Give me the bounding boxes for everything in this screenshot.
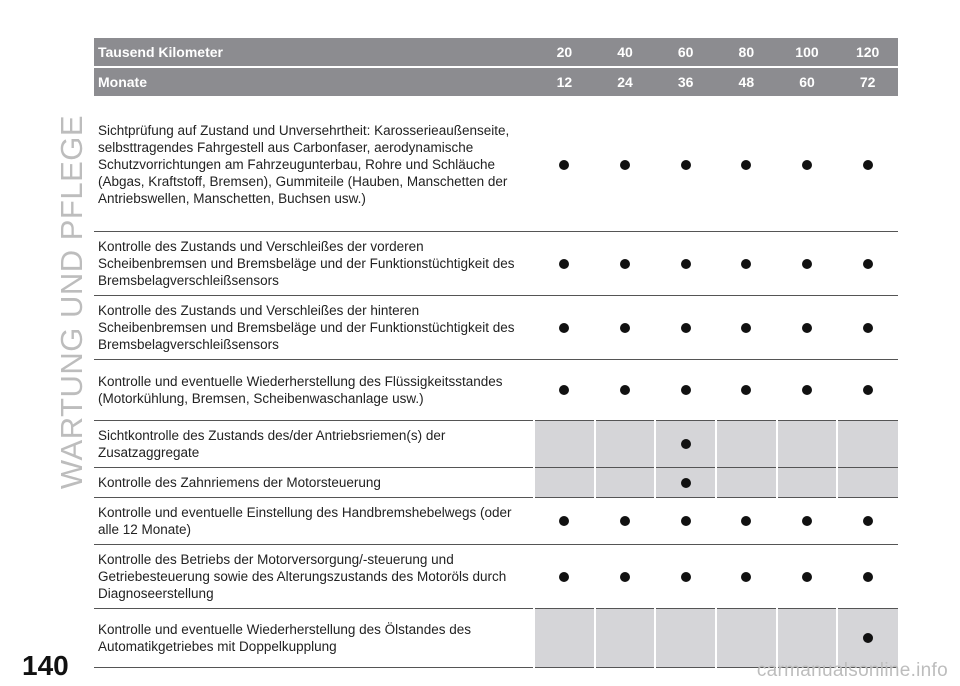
check-dot-icon xyxy=(863,323,873,333)
table-row xyxy=(94,420,898,467)
table-row xyxy=(94,608,898,667)
header-km-value: 100 xyxy=(777,38,838,67)
interval-cell xyxy=(595,295,656,359)
table-row xyxy=(94,295,898,359)
interval-cell xyxy=(595,420,656,467)
check-dot-icon xyxy=(741,572,751,582)
interval-cell xyxy=(777,97,838,231)
interval-cell xyxy=(534,608,595,667)
check-dot-icon xyxy=(802,572,812,582)
interval-cell xyxy=(655,420,716,467)
interval-cell xyxy=(716,420,777,467)
interval-cell xyxy=(837,467,898,497)
footer-watermark: carmanualsonline.info xyxy=(756,660,948,681)
header-months-label: Monate xyxy=(94,67,534,97)
header-km-value: 80 xyxy=(716,38,777,67)
interval-cell xyxy=(837,295,898,359)
maintenance-item-description: Kontrolle und eventuelle Wiederherstellung des Flüssigkeitsstandes (Motorkühlung, Bremsen, Scheibenwaschanlage usw.) xyxy=(94,359,534,420)
interval-cell xyxy=(595,608,656,667)
interval-cell xyxy=(595,231,656,295)
check-dot-icon xyxy=(863,516,873,526)
check-dot-icon xyxy=(681,259,691,269)
table-row xyxy=(94,359,898,420)
maintenance-schedule-table xyxy=(94,38,898,668)
interval-cell xyxy=(777,420,838,467)
interval-cell xyxy=(837,420,898,467)
interval-cell xyxy=(716,359,777,420)
interval-cell xyxy=(777,497,838,544)
check-dot-icon xyxy=(559,323,569,333)
check-dot-icon xyxy=(620,572,630,582)
header-months-value: 36 xyxy=(655,67,716,97)
check-dot-icon xyxy=(863,633,873,643)
check-dot-icon xyxy=(681,516,691,526)
header-row-km xyxy=(94,38,898,67)
interval-cell xyxy=(716,295,777,359)
check-dot-icon xyxy=(863,385,873,395)
interval-cell xyxy=(534,420,595,467)
interval-cell xyxy=(655,467,716,497)
section-side-title: WARTUNG UND PFLEGE xyxy=(54,114,89,490)
check-dot-icon xyxy=(741,385,751,395)
interval-cell xyxy=(716,97,777,231)
check-dot-icon xyxy=(681,439,691,449)
check-dot-icon xyxy=(863,259,873,269)
check-dot-icon xyxy=(620,323,630,333)
check-dot-icon xyxy=(802,323,812,333)
interval-cell xyxy=(716,608,777,667)
interval-cell xyxy=(655,97,716,231)
interval-cell xyxy=(837,608,898,667)
header-months-value: 12 xyxy=(534,67,595,97)
check-dot-icon xyxy=(802,516,812,526)
header-months-value: 24 xyxy=(595,67,656,97)
interval-cell xyxy=(837,97,898,231)
check-dot-icon xyxy=(620,516,630,526)
interval-cell xyxy=(534,467,595,497)
interval-cell xyxy=(655,295,716,359)
interval-cell xyxy=(534,544,595,608)
interval-cell xyxy=(716,544,777,608)
check-dot-icon xyxy=(802,259,812,269)
interval-cell xyxy=(534,497,595,544)
check-dot-icon xyxy=(559,385,569,395)
interval-cell xyxy=(837,497,898,544)
check-dot-icon xyxy=(741,160,751,170)
interval-cell xyxy=(655,231,716,295)
interval-cell xyxy=(716,467,777,497)
interval-cell xyxy=(777,467,838,497)
interval-cell xyxy=(777,231,838,295)
interval-cell xyxy=(534,97,595,231)
interval-cell xyxy=(777,295,838,359)
check-dot-icon xyxy=(802,385,812,395)
header-months-value: 48 xyxy=(716,67,777,97)
maintenance-item-description: Sichtkontrolle des Zustands des/der Antriebsriemen(s) der Zusatzaggregate xyxy=(94,420,534,467)
interval-cell xyxy=(777,608,838,667)
check-dot-icon xyxy=(681,323,691,333)
header-km-value: 120 xyxy=(837,38,898,67)
interval-cell xyxy=(595,359,656,420)
interval-cell xyxy=(837,231,898,295)
table-row xyxy=(94,467,898,497)
check-dot-icon xyxy=(681,478,691,488)
maintenance-item-description: Kontrolle und eventuelle Wiederherstellung des Ölstandes des Automatikgetriebes mit Doppelkupplung xyxy=(94,608,534,667)
check-dot-icon xyxy=(681,160,691,170)
maintenance-item-description: Kontrolle des Zahnriemens der Motorsteuerung xyxy=(94,467,534,497)
check-dot-icon xyxy=(559,259,569,269)
maintenance-item-description: Kontrolle des Zustands und Verschleißes der hinteren Scheibenbremsen und Bremsbeläge und der Funktionstüchtigkeit des Bremsbelagverschleißsensors xyxy=(94,295,534,359)
interval-cell xyxy=(595,497,656,544)
page-number: 140 xyxy=(22,650,69,681)
maintenance-item-description: Kontrolle des Betriebs der Motorversorgung/-steuerung und Getriebesteuerung sowie des Alterungszustands des Motoröls durch Diagnoseerstellung xyxy=(94,544,534,608)
check-dot-icon xyxy=(681,572,691,582)
maintenance-item-description: Kontrolle und eventuelle Einstellung des Handbremshebelwegs (oder alle 12 Monate) xyxy=(94,497,534,544)
interval-cell xyxy=(837,359,898,420)
table-row xyxy=(94,231,898,295)
maintenance-table-body xyxy=(94,97,898,667)
header-months-value: 72 xyxy=(837,67,898,97)
check-dot-icon xyxy=(741,516,751,526)
header-km-value: 40 xyxy=(595,38,656,67)
check-dot-icon xyxy=(741,259,751,269)
interval-cell xyxy=(595,97,656,231)
interval-cell xyxy=(534,295,595,359)
header-km-label: Tausend Kilometer xyxy=(94,38,534,67)
interval-cell xyxy=(534,231,595,295)
interval-cell xyxy=(777,359,838,420)
interval-cell xyxy=(655,359,716,420)
check-dot-icon xyxy=(559,572,569,582)
check-dot-icon xyxy=(681,385,691,395)
interval-cell xyxy=(716,497,777,544)
interval-cell xyxy=(655,608,716,667)
interval-cell xyxy=(595,467,656,497)
interval-cell xyxy=(837,544,898,608)
header-months-value: 60 xyxy=(777,67,838,97)
interval-cell xyxy=(534,359,595,420)
table-row xyxy=(94,497,898,544)
check-dot-icon xyxy=(741,323,751,333)
maintenance-item-description: Kontrolle des Zustands und Verschleißes der vorderen Scheibenbremsen und Bremsbeläge und der Funktionstüchtigkeit des Bremsbelagverschleißsensors xyxy=(94,231,534,295)
interval-cell xyxy=(595,544,656,608)
check-dot-icon xyxy=(559,516,569,526)
check-dot-icon xyxy=(620,259,630,269)
interval-cell xyxy=(655,544,716,608)
interval-cell xyxy=(716,231,777,295)
check-dot-icon xyxy=(802,160,812,170)
check-dot-icon xyxy=(620,385,630,395)
header-km-value: 20 xyxy=(534,38,595,67)
check-dot-icon xyxy=(863,572,873,582)
maintenance-item-description: Sichtprüfung auf Zustand und Unversehrtheit: Karosserieaußenseite, selbsttragendes Fahrgestell aus Carbonfaser, aerodynamische Schutzvorrichtungen am Fahrzeugunterbau, Rohre und Schläuche (Abgas, Kraftstoff, Bremsen), Gummiteile (Hauben, Manschetten der Antriebswellen, Manschetten, Buchsen usw.) xyxy=(94,97,534,231)
header-row-months xyxy=(94,67,898,97)
interval-cell xyxy=(777,544,838,608)
interval-cell xyxy=(655,497,716,544)
check-dot-icon xyxy=(863,160,873,170)
check-dot-icon xyxy=(559,160,569,170)
header-km-value: 60 xyxy=(655,38,716,67)
table-row xyxy=(94,97,898,231)
check-dot-icon xyxy=(620,160,630,170)
table-row xyxy=(94,544,898,608)
